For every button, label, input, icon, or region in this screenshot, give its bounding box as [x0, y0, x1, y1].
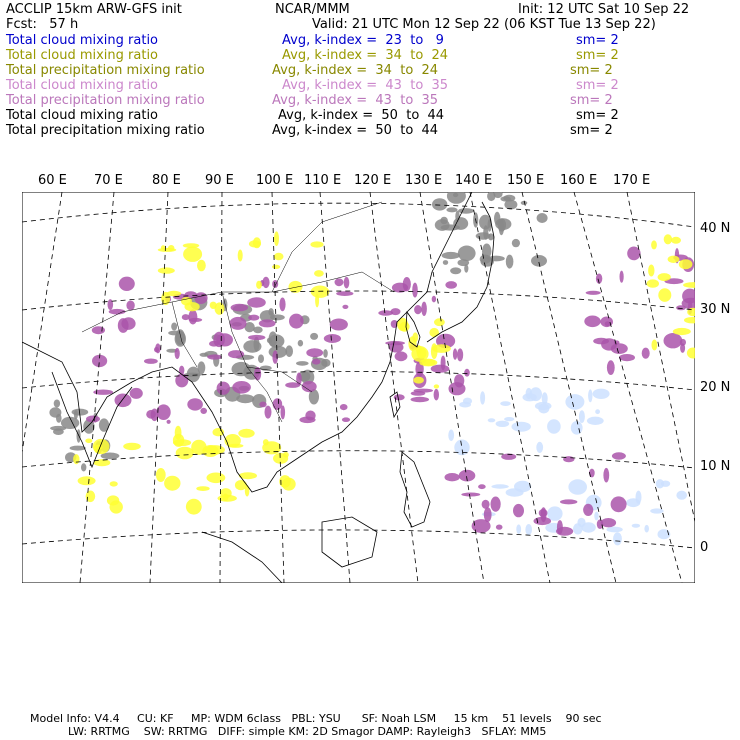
cloud-blob: [262, 277, 269, 288]
cloud-blob: [440, 217, 448, 225]
cloud-blob: [253, 327, 263, 334]
longitude-label: 100 E: [256, 173, 294, 188]
latitude-label: 10 N: [700, 459, 731, 474]
cloud-blob: [110, 500, 123, 513]
cloud-blob: [445, 473, 460, 481]
cloud-blob: [342, 417, 350, 422]
model-info-line2: LW: RRTMG SW: RRTMG DIFF: simple KM: 2D Smagor DAMP: Rayleigh3 SFLAY: MM5: [68, 725, 547, 738]
cloud-blob: [673, 328, 691, 335]
cloud-blob: [500, 401, 511, 406]
cloud-blob: [182, 314, 190, 320]
cloud-blob: [536, 442, 543, 453]
cloud-blob: [496, 421, 510, 427]
cloud-blob: [289, 314, 304, 329]
cloud-blob: [571, 421, 583, 435]
cloud-blob: [121, 317, 135, 330]
forecast-hour: Fcst: 57 h: [6, 17, 79, 32]
cloud-blob: [183, 243, 199, 248]
cloud-blob: [642, 348, 650, 359]
cloud-blob: [612, 452, 626, 459]
cloud-blob: [652, 340, 658, 351]
legend-smoothing: sm= 2: [570, 93, 613, 108]
cloud-blob: [413, 377, 424, 384]
longitude-label: 120 E: [354, 173, 392, 188]
cloud-blob: [607, 360, 615, 375]
cloud-blob: [658, 273, 671, 281]
cloud-blob: [167, 420, 171, 424]
cloud-blob: [171, 323, 177, 331]
cloud-blob: [403, 277, 411, 291]
cloud-blob: [680, 339, 686, 346]
cloud-blob: [321, 359, 330, 367]
cloud-blob: [679, 259, 693, 269]
cloud-blob: [500, 196, 510, 201]
cloud-blob: [588, 389, 592, 402]
cloud-blob: [298, 340, 303, 347]
cloud-blob: [289, 281, 303, 293]
cloud-blob: [185, 302, 200, 311]
cloud-blob: [534, 517, 552, 525]
init-time: Init: 12 UTC Sat 10 Sep 22: [518, 2, 690, 17]
cloud-blob: [126, 301, 134, 311]
cloud-blob: [411, 391, 426, 396]
cloud-blob: [644, 525, 649, 533]
cloud-blob: [186, 499, 202, 515]
cloud-blob: [620, 271, 624, 283]
cloud-blob: [305, 411, 315, 421]
cloud-blob: [81, 463, 86, 471]
cloud-blob: [263, 439, 269, 445]
cloud-blob: [676, 305, 686, 310]
cloud-blob: [491, 497, 501, 512]
cloud-blob: [197, 260, 206, 272]
cloud-blob: [285, 382, 300, 388]
cloud-blob: [54, 400, 60, 408]
cloud-blob: [443, 260, 448, 265]
cloud-blob: [336, 291, 353, 296]
cloud-blob: [650, 508, 663, 513]
cloud-blob: [272, 265, 280, 269]
cloud-blob: [611, 343, 628, 354]
organization: NCAR/MMM: [275, 2, 350, 17]
cloud-blob: [238, 250, 243, 262]
cloud-blob: [400, 322, 410, 332]
cloud-blob: [157, 404, 171, 420]
cloud-blob: [658, 288, 671, 302]
cloud-blob: [85, 439, 92, 444]
cloud-blob: [164, 476, 180, 491]
cloud-blob: [668, 256, 680, 263]
cloud-blob: [232, 381, 251, 394]
cloud-blob: [619, 354, 635, 361]
longitude-label: 80 E: [152, 173, 181, 188]
cloud-blob: [434, 389, 439, 401]
cloud-blob: [231, 304, 248, 312]
cloud-blob: [207, 473, 226, 484]
cloud-blob: [568, 479, 587, 494]
cloud-blob: [478, 484, 486, 489]
cloud-blob: [228, 444, 243, 448]
legend-k-index: Avg, k-index = 50 to 44: [278, 108, 445, 123]
cloud-blob: [92, 326, 105, 334]
longitude-label: 140 E: [455, 173, 493, 188]
longitude-label: 70 E: [94, 173, 123, 188]
cloud-blob: [335, 278, 344, 286]
cloud-blob: [188, 310, 197, 325]
longitude-label: 90 E: [205, 173, 234, 188]
cloud-blob: [259, 402, 266, 408]
cloud-blob: [496, 525, 503, 530]
cloud-blob: [158, 267, 175, 273]
cloud-blob: [499, 219, 504, 235]
cloud-blob: [273, 398, 283, 410]
cloud-blob: [378, 310, 393, 315]
cloud-blob: [535, 402, 552, 410]
cloud-blob: [587, 417, 604, 425]
longitude-label: 130 E: [405, 173, 443, 188]
cloud-blob: [385, 341, 405, 345]
cloud-blob: [504, 417, 514, 421]
cloud-blob: [175, 348, 180, 359]
cloud-blob: [232, 362, 251, 376]
legend-k-index: Avg, k-index = 43 to 35: [282, 78, 449, 93]
cloud-blob: [344, 277, 350, 289]
cloud-blob: [187, 398, 203, 410]
legend-field: Total cloud mixing ratio: [6, 48, 159, 63]
cloud-blob: [173, 434, 184, 447]
cloud-blob: [491, 484, 508, 488]
cloud-blob: [453, 348, 457, 359]
legend-smoothing: sm= 2: [576, 48, 619, 63]
cloud-blob: [274, 231, 279, 246]
cloud-blob: [342, 305, 348, 309]
cloud-blob: [258, 354, 264, 363]
cloud-blob: [110, 481, 118, 486]
legend-field: Total cloud mixing ratio: [6, 33, 159, 48]
cloud-blob: [230, 317, 247, 330]
cloud-blob: [86, 416, 100, 423]
cloud-blob: [56, 414, 62, 423]
cloud-blob: [167, 291, 182, 296]
latitude-label: 40 N: [700, 221, 731, 236]
cloud-blob: [537, 213, 548, 223]
longitude-label: 160 E: [560, 173, 598, 188]
cloud-blob: [656, 479, 664, 488]
latitude-label: 30 N: [700, 302, 731, 317]
cloud-blob: [488, 418, 496, 422]
cloud-blob: [457, 348, 463, 361]
cloud-blob: [217, 382, 230, 395]
longitude-label: 60 E: [38, 173, 67, 188]
cloud-blob: [179, 366, 184, 375]
cloud-blob: [213, 332, 225, 347]
cloud-blob: [223, 494, 229, 502]
cloud-blob: [281, 405, 286, 419]
cloud-blob: [296, 361, 309, 366]
legend-field: Total cloud mixing ratio: [6, 108, 159, 123]
legend-smoothing: sm= 2: [576, 108, 619, 123]
cloud-blob: [525, 524, 532, 535]
cloud-blob: [330, 319, 348, 331]
legend-field: Total precipitation mixing ratio: [6, 93, 205, 108]
cloud-blob: [265, 406, 272, 419]
cloud-blob: [514, 481, 531, 492]
legend-field: Total cloud mixing ratio: [6, 78, 159, 93]
cloud-blob: [310, 333, 318, 340]
valid-time: Valid: 21 UTC Mon 12 Sep 22 (06 KST Tue 13 Sep 22): [312, 17, 656, 32]
cloud-blob: [480, 391, 485, 404]
cloud-blob: [310, 241, 323, 247]
cloud-blob: [146, 410, 156, 419]
cloud-blob: [259, 319, 276, 327]
cloud-blob: [130, 388, 143, 399]
cloud-blob: [664, 333, 683, 348]
cloud-blob: [429, 328, 439, 337]
cloud-blob: [431, 343, 438, 359]
cloud-blob: [482, 500, 490, 509]
cloud-blob: [191, 440, 206, 455]
cloud-blob: [434, 384, 439, 388]
cloud-blob: [450, 267, 461, 274]
cloud-blob: [249, 240, 261, 247]
cloud-blob: [530, 387, 542, 401]
cloud-blob: [476, 232, 491, 239]
cloud-blob: [453, 193, 458, 197]
cloud-blob: [593, 338, 609, 345]
cloud-blob: [73, 454, 79, 464]
cloud-blob: [207, 354, 222, 359]
cloud-blob: [432, 296, 436, 303]
cloud-blob: [464, 264, 468, 272]
cloud-blob: [547, 419, 561, 433]
cloud-blob: [606, 527, 622, 533]
cloud-blob: [448, 430, 454, 442]
cloud-blob: [144, 359, 158, 364]
cloud-blob: [611, 496, 627, 512]
cloud-blob: [531, 255, 547, 267]
cloud-blob: [449, 382, 466, 395]
model-info-line1: Model Info: V4.4 CU: KF MP: WDM 6class PBL: YSU SF: Noah LSM 15 km 51 levels 90 sec: [30, 712, 602, 725]
legend-smoothing: sm= 2: [576, 78, 619, 93]
cloud-blob: [238, 429, 254, 438]
cloud-blob: [464, 369, 470, 377]
cloud-blob: [560, 499, 577, 504]
legend-k-index: Avg, k-index = 34 to 24: [272, 63, 439, 78]
cloud-blob: [154, 347, 159, 352]
cloud-blob: [434, 318, 445, 326]
cloud-blob: [579, 410, 585, 423]
cloud-blob: [461, 493, 480, 497]
cloud-blob: [593, 389, 610, 399]
cloud-blob: [421, 302, 427, 316]
cloud-blob: [664, 234, 672, 244]
cloud-blob: [458, 246, 476, 262]
cloud-blob: [279, 298, 285, 312]
cloud-blob: [583, 504, 593, 516]
legend-k-index: Avg, k-index = 43 to 35: [272, 93, 439, 108]
cloud-blob: [513, 504, 524, 517]
cloud-blob: [274, 253, 284, 261]
cloud-blob: [115, 394, 132, 408]
cloud-blob: [584, 316, 600, 328]
cloud-blob: [315, 293, 319, 307]
legend-smoothing: sm= 2: [570, 63, 613, 78]
cloud-blob: [648, 265, 654, 277]
cloud-blob: [547, 506, 562, 520]
cloud-blob: [158, 248, 177, 252]
cloud-blob: [123, 443, 141, 450]
cloud-blob: [108, 299, 114, 310]
legend-smoothing: sm= 2: [570, 123, 613, 138]
legend-field: Total precipitation mixing ratio: [6, 123, 205, 138]
cloud-blob: [156, 468, 166, 482]
cloud-blob: [632, 524, 640, 528]
cloud-blob: [671, 237, 681, 244]
cloud-blob: [586, 291, 601, 295]
model-title: ACCLIP 15km ARW-GFS init: [6, 2, 182, 17]
cloud-blob: [248, 315, 259, 321]
weather-map: [22, 192, 695, 583]
legend-field: Total precipitation mixing ratio: [6, 63, 205, 78]
cloud-blob: [603, 468, 609, 483]
cloud-blob: [651, 240, 657, 249]
cloud-blob: [285, 345, 293, 357]
cloud-blob: [459, 402, 471, 408]
latitude-label: 20 N: [700, 380, 731, 395]
cloud-blob: [458, 208, 474, 214]
longitude-label: 170 E: [613, 173, 651, 188]
cloud-blob: [442, 252, 460, 259]
cloud-blob: [78, 476, 96, 485]
cloud-blob: [269, 331, 278, 346]
cloud-blob: [411, 397, 430, 402]
cloud-blob: [183, 247, 202, 262]
cloud-blob: [176, 447, 194, 460]
cloud-blob: [595, 409, 600, 414]
cloud-blob: [119, 277, 135, 291]
cloud-blob: [245, 485, 250, 497]
legend-k-index: Avg, k-index = 34 to 24: [282, 48, 449, 63]
cloud-blob: [453, 217, 468, 230]
cloud-blob: [432, 198, 447, 210]
cloud-blob: [306, 348, 323, 357]
latitude-label: 0: [700, 540, 709, 555]
cloud-blob: [414, 305, 422, 314]
cloud-blob: [194, 292, 207, 304]
cloud-blob: [312, 359, 321, 365]
cloud-blob: [539, 509, 548, 517]
cloud-blob: [189, 318, 202, 322]
cloud-blob: [613, 532, 622, 545]
cloud-blob: [215, 302, 225, 314]
cloud-blob: [647, 279, 659, 287]
cloud-blob: [314, 270, 324, 277]
cloud-blob: [412, 283, 418, 298]
cloud-blob: [516, 524, 521, 534]
cloud-blob: [431, 365, 450, 373]
cloud-blob: [594, 512, 598, 521]
cloud-blob: [395, 351, 408, 361]
cloud-blob: [605, 321, 611, 326]
cloud-blob: [565, 394, 584, 410]
longitude-label: 110 E: [304, 173, 342, 188]
longitude-label: 150 E: [507, 173, 545, 188]
cloud-blob: [556, 527, 573, 536]
cloud-blob: [248, 335, 265, 340]
cloud-blob: [256, 281, 262, 289]
legend-k-index: Avg, k-index = 23 to 9: [282, 33, 444, 48]
cloud-blob: [484, 507, 492, 522]
cloud-blob: [445, 281, 457, 289]
cloud-blob: [282, 478, 296, 491]
cloud-blob: [412, 332, 418, 342]
cloud-blob: [636, 491, 642, 504]
cloud-blob: [446, 207, 457, 212]
cloud-blob: [196, 486, 209, 491]
cloud-blob: [340, 404, 348, 410]
cloud-blob: [417, 347, 427, 358]
cloud-blob: [243, 340, 261, 353]
cloud-blob: [506, 255, 514, 269]
cloud-blob: [247, 297, 266, 307]
cloud-blob: [512, 422, 531, 432]
legend-k-index: Avg, k-index = 50 to 44: [272, 123, 439, 138]
cloud-blob: [512, 239, 520, 247]
cloud-blob: [597, 519, 603, 529]
cloud-blob: [676, 491, 687, 500]
cloud-blob: [324, 334, 341, 343]
legend-smoothing: sm= 2: [576, 33, 619, 48]
cloud-blob: [200, 408, 207, 414]
cloud-blob: [573, 523, 583, 534]
cloud-blob: [323, 349, 328, 358]
